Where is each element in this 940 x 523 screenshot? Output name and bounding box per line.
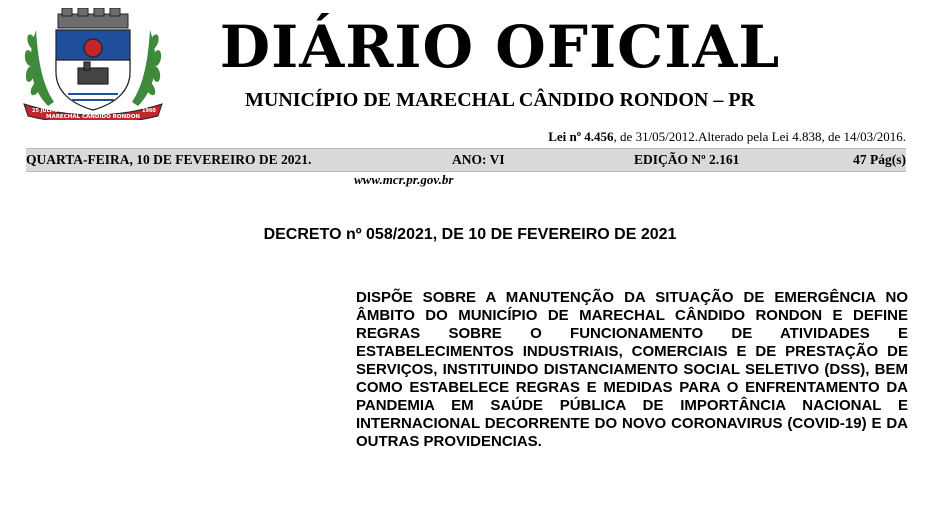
crest-motto-text: MARECHAL CÂNDIDO RONDON — [45, 114, 141, 120]
law-number: Lei nº 4.456 — [548, 129, 614, 144]
page-count: 47 Pág(s) — [853, 152, 906, 167]
edition-year: ANO: VI — [452, 152, 505, 167]
edition-date: QUARTA-FEIRA, 10 DE FEVEREIRO DE 2021. — [26, 152, 312, 167]
law-text: , de 31/05/2012.Alterado pela Lei 4.838, de 14/03/2016. — [613, 129, 906, 144]
left-branch-icon — [24, 30, 54, 106]
law-reference — [548, 129, 906, 145]
edition-number: EDIÇÃO Nº 2.161 — [634, 152, 740, 167]
shield-icon — [56, 30, 130, 110]
crest-right-text: 1960 — [142, 108, 156, 114]
decree-title: DECRETO nº 058/2021, DE 10 DE FEVEREIRO DE 2021 — [263, 226, 677, 243]
municipal-coat-of-arms — [18, 8, 168, 120]
mural-crown-icon — [58, 8, 128, 28]
website-link[interactable]: www.mcr.pr.gov.br — [354, 172, 454, 187]
edition-info-bar — [26, 148, 906, 172]
masthead-subtitle: MUNICÍPIO DE MARECHAL CÂNDIDO RONDON – PR — [245, 89, 755, 111]
decree-summary: DISPÕE SOBRE A MANUTENÇÃO DA SITUAÇÃO DE EMERGÊNCIA NO ÂMBITO DO MUNICÍPIO DE MARECHAL CÂNDIDO RONDON E DEFINE REGRAS SOBRE O FUNCIONAMENTO DE ATIVIDADES E ESTABELECIMENTOS INDUSTRIAIS, COMERCIAIS E DE PRESTAÇÃO DE SERVIÇOS, INSTITUINDO DISTANCIAMENTO SOCIAL SELETIVO (DSS), BEM COMO ESTABELECE REGRAS E MEDIDAS PARA O ENFRENTAMENTO DA PANDEMIA EM SAÚDE PÚBLICA DE IMPORTÂNCIA NACIONAL E INTERNACIONAL DECORRENTE DO NOVO CORONAVIRUS (COVID-19) E DA OUTRAS PROVIDENCIAS. — [356, 289, 908, 450]
crest-left-text: 25 JULHO — [32, 108, 59, 114]
masthead-title: DIÁRIO OFICIAL — [219, 13, 781, 81]
right-branch-icon — [132, 30, 162, 106]
